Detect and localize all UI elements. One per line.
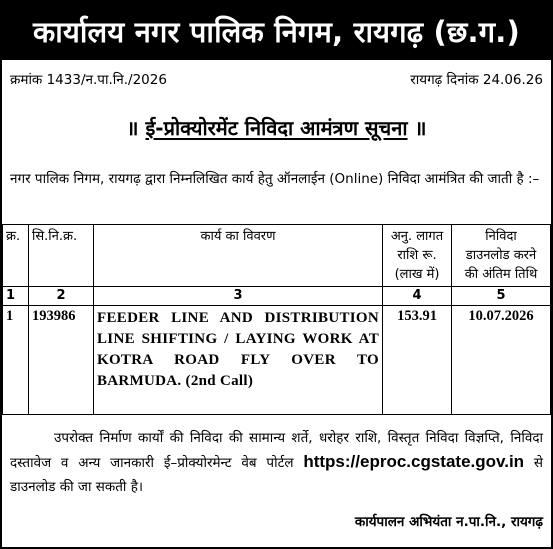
footer-text: उपरोक्त निर्माण कार्यों की निविदा की सामान्य शर्ते, धरोहर राशि, विस्तृत निविदा विज्ञप्ति, निविदा दस्तावेज व अन्य जानकारी ई–प्रोक्योरमेन्ट वेब पोर्टल (10, 430, 543, 471)
header-tender-no: सि.नि.क्र. (29, 225, 94, 287)
footer-tail: से डाउनलोड की जा सकती है। (10, 455, 544, 495)
title-suffix: ॥ (414, 116, 427, 140)
column-number: 5 (452, 287, 551, 306)
header-cost-line: अनु. लागत (390, 229, 444, 244)
title-text: ई-प्रोक्योरमेंट निविदा आमंत्रण सूचना (145, 116, 408, 140)
tender-table (2, 224, 551, 415)
office-title: कार्यालय नगर पालिक निगम, रायगढ़ (छ.ग.) (33, 14, 520, 49)
table-header-row (3, 225, 551, 287)
row-sr: 1 (3, 306, 29, 415)
notice-title (2, 114, 551, 141)
reference-line (10, 70, 543, 90)
header-cost (383, 225, 452, 287)
header-cost-line: राशि रू. (397, 248, 437, 263)
signature: कार्यपालन अभियंता न.पा.नि., रायगढ़ (354, 514, 543, 530)
header-work: कार्य का विवरण (94, 225, 383, 287)
column-number: 2 (29, 287, 94, 306)
header-last-date (452, 225, 551, 287)
header-date-line: की अंतिम तिथि (464, 267, 538, 282)
row-cost: 153.91 (383, 306, 452, 415)
header-date-line: डाउनलोड करने (465, 248, 537, 263)
column-number: 4 (383, 287, 452, 306)
portal-link[interactable]: https://eproc.cgstate.gov.in (303, 452, 525, 471)
header-sr: क्र. (3, 225, 29, 287)
intro-paragraph: नगर पालिक निगम, रायगढ़ द्वारा निम्नलिखित कार्य हेतु ऑनलाईन (Online) निविदा आमंत्रित की जाती है :– (10, 171, 540, 187)
header-date-line: निविदा (485, 229, 517, 244)
office-header (2, 2, 551, 60)
row-work-description: FEEDER LINE AND DISTRIBUTION LINE SHIFTING / LAYING WORK AT KOTRA ROAD FLY OVER TO BARMUDA. (2nd Call) (94, 306, 383, 415)
footer-paragraph (10, 426, 543, 499)
table-row (3, 306, 551, 415)
reference-number: क्रमांक 1433/न.पा.नि./2026 (10, 72, 167, 88)
column-number: 3 (94, 287, 383, 306)
row-last-date: 10.07.2026 (452, 306, 551, 415)
row-tender-no: 193986 (29, 306, 94, 415)
reference-date: रायगढ़ दिनांक 24.06.26 (410, 72, 543, 88)
header-cost-line: (लाख में) (394, 267, 440, 282)
column-number-row (3, 287, 551, 306)
column-number: 1 (3, 287, 29, 306)
title-prefix: ॥ (126, 116, 139, 140)
